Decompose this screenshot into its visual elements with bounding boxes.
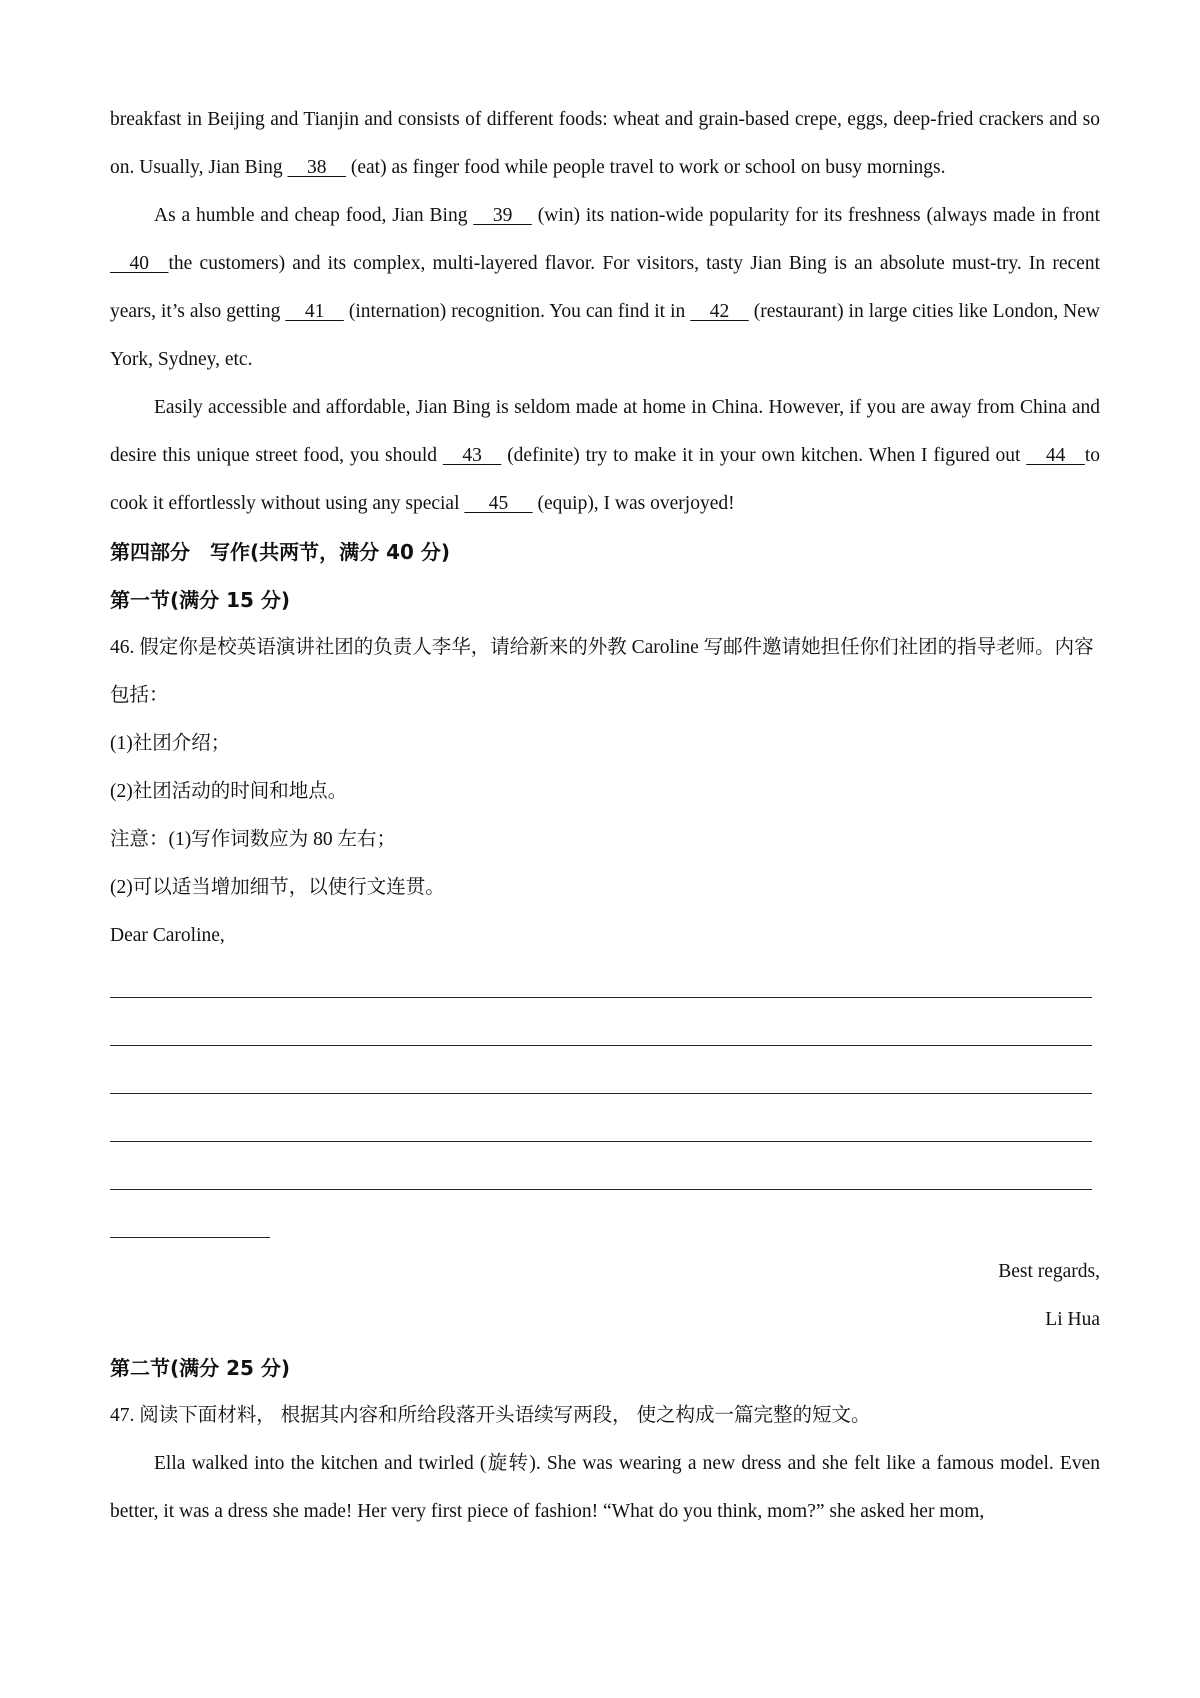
answer-line[interactable] bbox=[110, 1104, 1100, 1152]
letter-closing: Best regards, bbox=[998, 1261, 1100, 1282]
passage-text: (eat) as finger food while people travel to work or school on busy mornings. bbox=[345, 157, 946, 178]
passage-text: the customers) and its complex, multi-layered flavor. For visitors, tasty Jian Bing is an absolute must-try. In recent years, it’s also getting bbox=[110, 253, 1100, 322]
question-46-item-2: (2)社团活动的时间和地点。 bbox=[110, 781, 348, 802]
passage-text: (internation) recognition. You can find it in bbox=[343, 301, 691, 322]
section-4-title: 第四部分 写作(共两节，满分 40 分) bbox=[110, 540, 451, 564]
question-46-prompt: 46. 假定你是校英语演讲社团的负责人李华，请给新来的外教 Caroline 写邮件邀请她担任你们社团的指导老师。内容包括： bbox=[110, 637, 1094, 706]
answer-line[interactable] bbox=[110, 1008, 1100, 1056]
exam-page bbox=[110, 96, 1100, 1536]
answer-line[interactable] bbox=[110, 960, 1100, 1008]
passage-text: (restaurant) in large cities like London, New York, Sydney, etc. bbox=[110, 301, 1100, 370]
blank-41[interactable]: 41 bbox=[285, 301, 344, 322]
blank-44[interactable]: 44 bbox=[1026, 445, 1085, 466]
answer-line[interactable] bbox=[110, 1152, 1100, 1200]
passage-text: Easily accessible and affordable, Jian Bing is seldom made at home in China. However, if you are away from China and desire this unique street food, you should bbox=[110, 397, 1100, 466]
question-47-prompt: 47. 阅读下面材料， 根据其内容和所给段落开头语续写两段， 使之构成一篇完整的短文。 bbox=[110, 1405, 871, 1426]
passage-text: As a humble and cheap food, Jian Bing bbox=[154, 205, 474, 226]
question-46-note-2: (2)可以适当增加细节，以使行文连贯。 bbox=[110, 877, 445, 898]
blank-42[interactable]: 42 bbox=[690, 301, 749, 322]
blank-39[interactable]: 39 bbox=[473, 205, 532, 226]
blank-45[interactable]: 45 bbox=[464, 493, 533, 514]
letter-salutation: Dear Caroline, bbox=[110, 925, 225, 946]
answer-line[interactable] bbox=[110, 1056, 1100, 1104]
passage-paragraph-3 bbox=[110, 384, 1100, 528]
passage-paragraph-1 bbox=[110, 96, 1100, 192]
part-2-title: 第二节(满分 25 分) bbox=[110, 1356, 291, 1380]
question-46-note-1: 注意：(1)写作词数应为 80 左右； bbox=[110, 829, 396, 850]
question-47-text: Ella walked into the kitchen and twirled (旋转). She was wearing a new dress and she felt like a famous model. Even better, it was a dress she made! Her very first piece of fashion! “What do you think, mom?” she asked her mom, bbox=[110, 1453, 1100, 1522]
answer-line-short[interactable] bbox=[110, 1200, 1100, 1248]
passage-paragraph-2 bbox=[110, 192, 1100, 384]
passage-text: (definite) try to make it in your own kitchen. When I figured out bbox=[501, 445, 1027, 466]
passage-text: (equip), I was overjoyed! bbox=[532, 493, 735, 514]
blank-43[interactable]: 43 bbox=[442, 445, 502, 466]
letter-signature: Li Hua bbox=[1045, 1309, 1100, 1330]
passage-text: (win) its nation-wide popularity for its freshness (always made in front bbox=[531, 205, 1101, 226]
blank-38[interactable]: 38 bbox=[287, 157, 346, 178]
part-1-title: 第一节(满分 15 分) bbox=[110, 588, 291, 612]
blank-40[interactable]: 40 bbox=[110, 253, 169, 274]
question-46-item-1: (1)社团介绍； bbox=[110, 733, 231, 754]
passage-text: to cook it effortlessly without using any special bbox=[110, 445, 1100, 514]
passage-text: breakfast in Beijing and Tianjin and consists of different foods: wheat and grain-based crepe, eggs, deep-fried crackers and so on. Usually, Jian Bing bbox=[110, 109, 1100, 178]
